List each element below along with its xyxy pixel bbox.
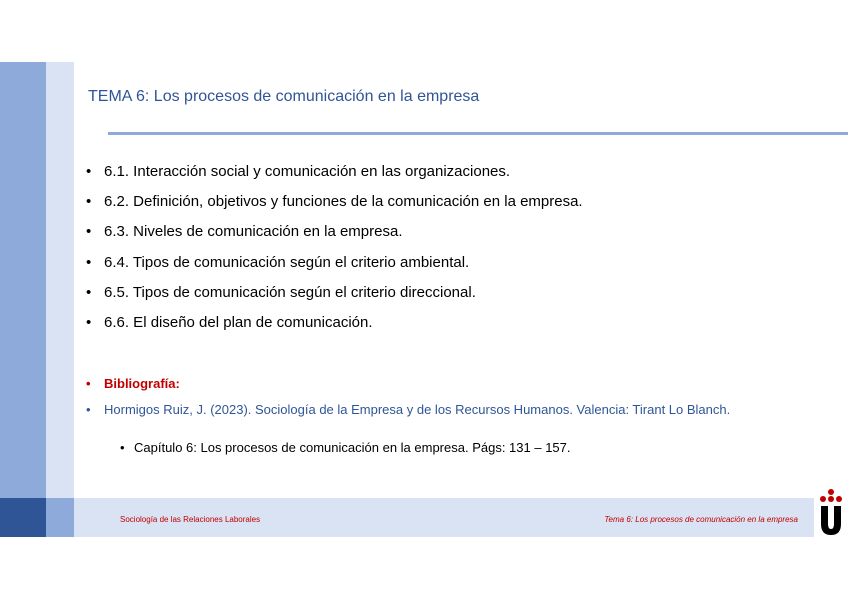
bullet-icon: • — [86, 223, 92, 241]
topic-text: 6.1. Interacción social y comunicación en las organizaciones. — [104, 163, 511, 180]
left-decorative-bar-bottom-light — [46, 498, 74, 537]
bullet-icon: • — [86, 376, 91, 391]
left-decorative-bar — [0, 62, 46, 498]
topic-text: 6.2. Definición, objetivos y funciones de la comunicación en la empresa. — [104, 193, 583, 211]
left-decorative-bar-light — [46, 62, 74, 498]
topic-item — [86, 283, 583, 313]
left-decorative-bar-bottom — [0, 498, 46, 537]
topics-list — [86, 162, 583, 343]
chapter-reference — [120, 440, 571, 455]
slide-title: TEMA 6: Los procesos de comunicación en la empresa — [88, 88, 480, 105]
bullet-icon: • — [86, 402, 91, 417]
topic-text: 6.6. El diseño del plan de comunicación. — [104, 313, 373, 331]
topic-item — [86, 192, 583, 222]
bibliography-heading-text: Bibliografía: — [104, 376, 180, 391]
bibliography-reference — [86, 402, 826, 418]
bullet-icon: • — [86, 313, 92, 331]
footer-topic-name: Tema 6: Los procesos de comunicación en la empresa — [604, 515, 798, 524]
title-divider — [108, 132, 848, 135]
topic-text: 6.3. Niveles de comunicación en la empresa. — [104, 223, 403, 241]
chapter-reference-text: Capítulo 6: Los procesos de comunicación en la empresa. Págs: 131 – 157. — [134, 440, 571, 455]
topic-item — [86, 253, 583, 283]
footer-course-name: Sociología de las Relaciones Laborales — [120, 515, 261, 524]
university-logo-icon — [814, 488, 848, 536]
topic-text: 6.4. Tipos de comunicación según el criterio ambiental. — [104, 253, 470, 271]
topic-text: 6.5. Tipos de comunicación según el criterio direccional. — [104, 283, 476, 301]
bibliography-heading — [86, 376, 180, 391]
bullet-icon: • — [120, 440, 125, 455]
topic-item — [86, 313, 583, 343]
topic-item — [86, 222, 583, 252]
topic-item — [86, 162, 583, 192]
bibliography-reference-text: Hormigos Ruiz, J. (2023). Sociología de la Empresa y de los Recursos Humanos. Valencia: Tirant Lo Blanch. — [104, 402, 731, 417]
bullet-icon: • — [86, 193, 92, 211]
bullet-icon: • — [86, 253, 92, 271]
bullet-icon: • — [86, 163, 92, 180]
bullet-icon: • — [86, 283, 92, 301]
